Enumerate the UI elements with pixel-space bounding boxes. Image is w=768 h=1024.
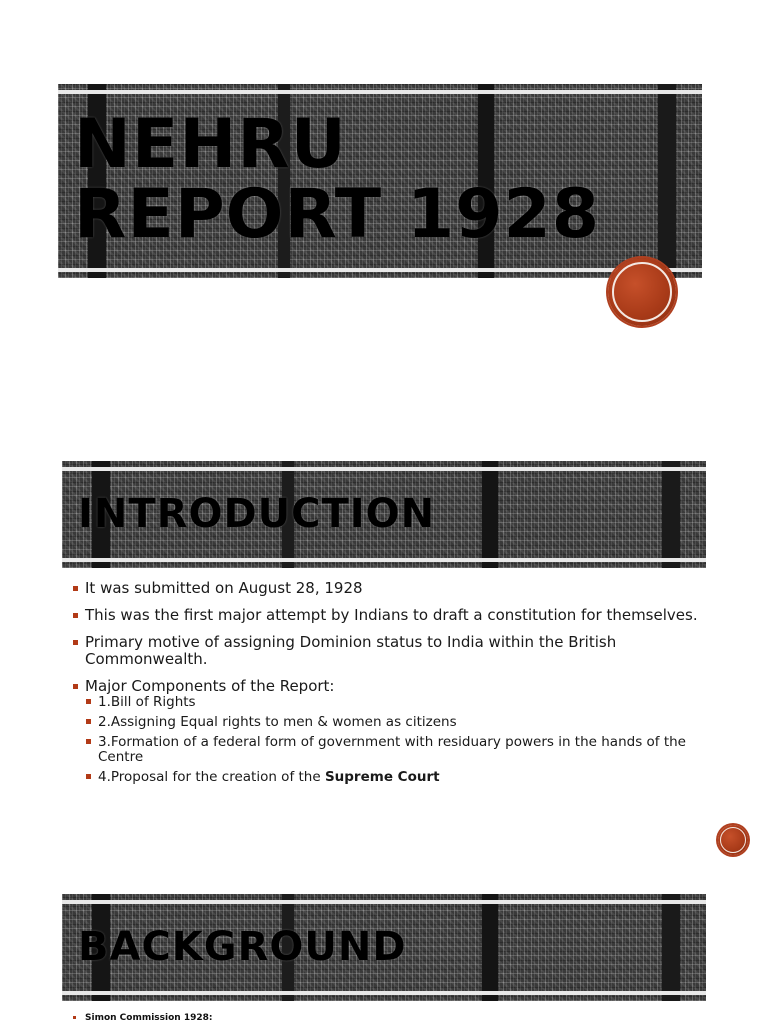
title-banner: [58, 84, 702, 278]
introduction-banner: [62, 461, 706, 568]
components-heading: Major Components of the Report:: [85, 677, 335, 695]
list-item: This was the first major attempt by Indians to draft a constitution for themselves.: [72, 607, 702, 624]
component-item: 3.Formation of a federal form of government with residuary powers in the hands of the Centre: [85, 735, 702, 765]
list-item: It was submitted on August 28, 1928: [72, 580, 702, 597]
component-item: 2.Assigning Equal rights to men & women as citizens: [85, 715, 702, 730]
decorative-orb: [718, 825, 748, 855]
decorative-orb: [608, 258, 676, 326]
list-item: Simon Commission 1928:: [72, 1012, 702, 1024]
background-banner: [62, 894, 706, 1001]
introduction-content: [72, 580, 702, 795]
component-text: 4.Proposal for the creation of the: [98, 769, 325, 785]
list-item: [72, 678, 702, 785]
supreme-court-text: Supreme Court: [324, 769, 440, 785]
bullet-list: [72, 580, 702, 785]
background-content: [72, 1012, 702, 1024]
list-item: Primary motive of assigning Dominion status to India within the British Commonwealth.: [72, 634, 702, 668]
introduction-heading: INTRODUCTION: [78, 491, 436, 537]
component-item: 1.Bill of Rights: [85, 695, 702, 710]
slide-title: [74, 105, 601, 254]
background-heading: BACKGROUND: [78, 924, 407, 970]
title-line-1: NEHRU: [74, 105, 347, 184]
components-list: [85, 695, 702, 785]
component-item: [85, 770, 702, 785]
title-line-2: REPORT 1928: [74, 175, 601, 254]
